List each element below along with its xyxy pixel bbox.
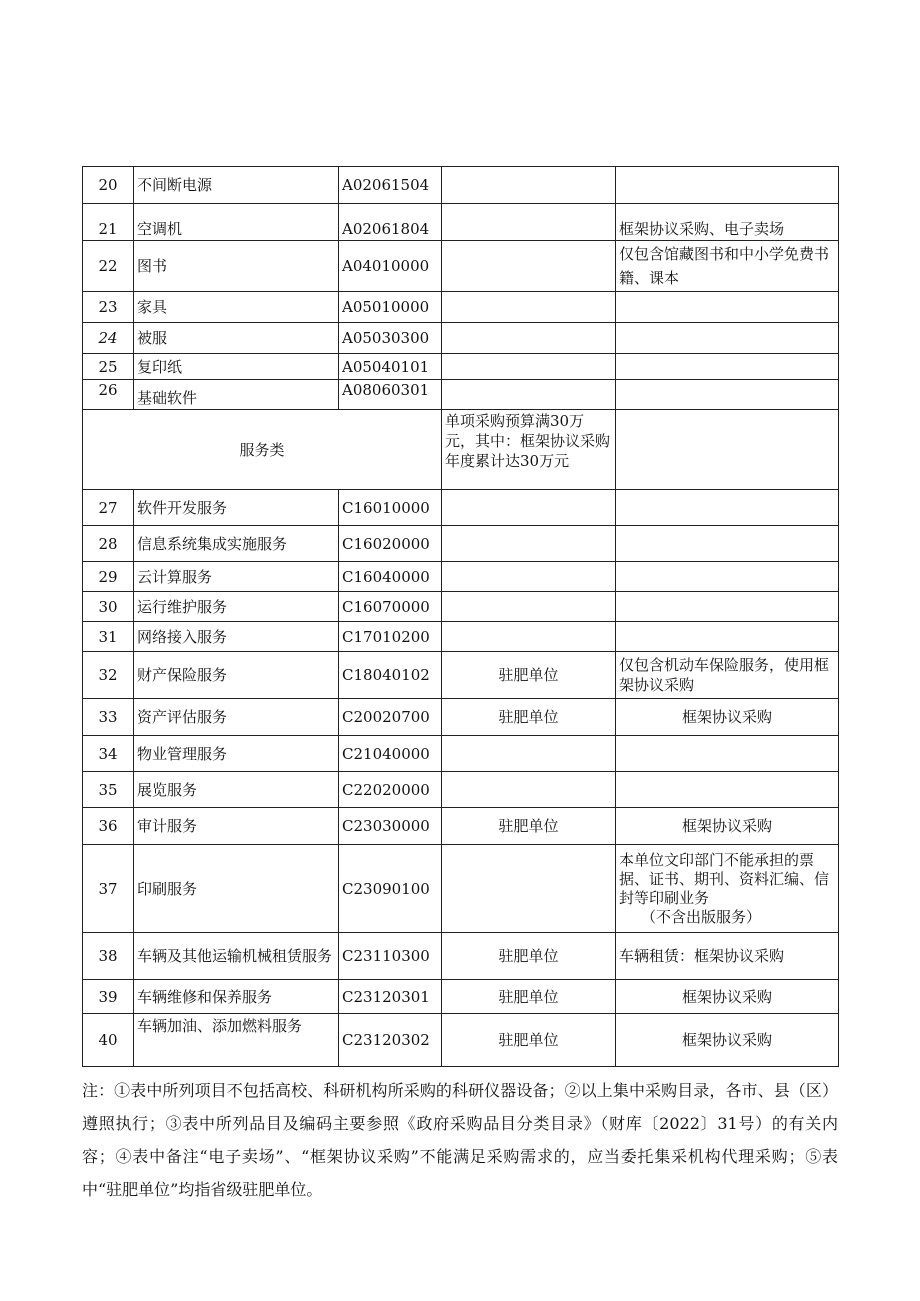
item-name: 车辆及其他运输机械租赁服务 <box>134 933 339 980</box>
item-code: C16020000 <box>339 526 442 562</box>
table-row <box>83 980 839 1014</box>
table-row <box>83 241 839 292</box>
item-code: C23030000 <box>339 808 442 845</box>
item-scope <box>442 526 616 562</box>
table-row <box>83 1014 839 1067</box>
item-code: A05030300 <box>339 323 442 354</box>
item-scope <box>442 354 616 380</box>
item-note: 框架协议采购 <box>616 1014 839 1067</box>
item-name: 家具 <box>134 292 339 323</box>
table-row <box>83 562 839 592</box>
item-name: 云计算服务 <box>134 562 339 592</box>
item-code: A05040101 <box>339 354 442 380</box>
row-number: 37 <box>83 845 134 933</box>
item-name: 印刷服务 <box>134 845 339 933</box>
item-name: 展览服务 <box>134 772 339 808</box>
item-note <box>616 380 839 410</box>
item-name: 车辆加油、添加燃料服务 <box>134 1014 339 1067</box>
item-name: 运行维护服务 <box>134 592 339 622</box>
footnote: 注：①表中所列项目不包括高校、科研机构所采购的科研仪器设备；②以上集中采购目录，各市、县（区）遵照执行；③表中所列品目及编码主要参照《政府采购品目分类目录》（财库〔2022〕31号）的有关内容；④表中备注“电子卖场”、“框架协议采购”不能满足采购需求的，应当委托集采机构代理采购；⑤表中“驻肥单位”均指省级驻肥单位。 <box>82 1081 838 1199</box>
item-note-cell <box>616 845 839 933</box>
item-scope: 驻肥单位 <box>442 980 616 1014</box>
item-note <box>616 526 839 562</box>
item-note <box>616 354 839 380</box>
item-note: 框架协议采购 <box>616 699 839 736</box>
item-name: 软件开发服务 <box>134 490 339 526</box>
table-row <box>83 652 839 699</box>
item-note <box>616 622 839 652</box>
item-code: C18040102 <box>339 652 442 699</box>
item-name: 复印纸 <box>134 354 339 380</box>
table-row <box>83 845 839 933</box>
item-code: C23120301 <box>339 980 442 1014</box>
item-scope <box>442 490 616 526</box>
item-scope <box>442 592 616 622</box>
row-number: 29 <box>83 562 134 592</box>
item-note: 框架协议采购 <box>616 808 839 845</box>
item-name: 空调机 <box>134 204 339 241</box>
item-scope <box>442 845 616 933</box>
row-number: 22 <box>83 241 134 292</box>
item-scope: 驻肥单位 <box>442 808 616 845</box>
item-name: 审计服务 <box>134 808 339 845</box>
item-scope <box>442 772 616 808</box>
row-number: 24 <box>83 323 134 354</box>
item-code: C20020700 <box>339 699 442 736</box>
row-number: 36 <box>83 808 134 845</box>
row-number: 40 <box>83 1014 134 1067</box>
table-row <box>83 699 839 736</box>
item-note <box>616 292 839 323</box>
table-row <box>83 592 839 622</box>
item-code: C21040000 <box>339 736 442 772</box>
item-code: A02061804 <box>339 204 442 241</box>
table-row <box>83 204 839 241</box>
row-number: 35 <box>83 772 134 808</box>
row-number: 38 <box>83 933 134 980</box>
table-row <box>83 736 839 772</box>
item-note: 本单位文印部门不能承担的票据、证书、期刊、资料汇编、信封等印刷业务 <box>619 850 830 907</box>
item-scope <box>442 562 616 592</box>
item-name: 信息系统集成实施服务 <box>134 526 339 562</box>
item-code: C22020000 <box>339 772 442 808</box>
row-number: 25 <box>83 354 134 380</box>
item-code: C23120302 <box>339 1014 442 1067</box>
item-note: 框架协议采购 <box>616 980 839 1014</box>
item-note-extra: （不含出版服务） <box>641 907 762 926</box>
item-scope <box>442 241 616 292</box>
table-row <box>83 292 839 323</box>
item-note <box>616 772 839 808</box>
service-category-note <box>616 410 839 490</box>
item-scope: 驻肥单位 <box>442 699 616 736</box>
row-number: 28 <box>83 526 134 562</box>
table-row <box>83 933 839 980</box>
item-note: 框架协议采购、电子卖场 <box>616 204 839 241</box>
item-code: A05010000 <box>339 292 442 323</box>
row-number: 20 <box>83 167 134 204</box>
row-number: 33 <box>83 699 134 736</box>
item-scope <box>442 204 616 241</box>
item-code: C16040000 <box>339 562 442 592</box>
row-number: 27 <box>83 490 134 526</box>
item-note <box>616 736 839 772</box>
item-name: 被服 <box>134 323 339 354</box>
table-row <box>83 808 839 845</box>
item-note: 车辆租赁：框架协议采购 <box>616 933 839 980</box>
row-number: 39 <box>83 980 134 1014</box>
item-scope <box>442 380 616 410</box>
procurement-catalog-table <box>82 166 839 1067</box>
item-scope <box>442 323 616 354</box>
item-code: C16010000 <box>339 490 442 526</box>
table-row <box>83 354 839 380</box>
item-code: A04010000 <box>339 241 442 292</box>
item-scope: 驻肥单位 <box>442 652 616 699</box>
item-scope: 驻肥单位 <box>442 1014 616 1067</box>
table-row <box>83 772 839 808</box>
service-category-row <box>83 410 839 490</box>
item-code: C23090100 <box>339 845 442 933</box>
row-number: 26 <box>83 380 134 410</box>
item-scope: 驻肥单位 <box>442 933 616 980</box>
item-name: 车辆维修和保养服务 <box>134 980 339 1014</box>
item-scope <box>442 736 616 772</box>
item-note <box>616 592 839 622</box>
item-note <box>616 323 839 354</box>
item-note <box>616 562 839 592</box>
row-number: 31 <box>83 622 134 652</box>
row-number: 32 <box>83 652 134 699</box>
item-name: 物业管理服务 <box>134 736 339 772</box>
row-number: 34 <box>83 736 134 772</box>
table-row <box>83 526 839 562</box>
row-number: 30 <box>83 592 134 622</box>
item-code: C16070000 <box>339 592 442 622</box>
item-scope <box>442 167 616 204</box>
item-note <box>616 490 839 526</box>
table-row <box>83 380 839 410</box>
table-row <box>83 490 839 526</box>
item-name: 网络接入服务 <box>134 622 339 652</box>
item-name: 基础软件 <box>134 380 339 410</box>
row-number: 23 <box>83 292 134 323</box>
service-category-label: 服务类 <box>83 410 442 490</box>
service-threshold: 单项采购预算满30万元，其中：框架协议采购年度累计达30万元 <box>442 410 616 490</box>
table-row <box>83 622 839 652</box>
item-note: 仅包含机动车保险服务，使用框架协议采购 <box>616 652 839 699</box>
item-note <box>616 167 839 204</box>
item-name: 财产保险服务 <box>134 652 339 699</box>
item-code: A02061504 <box>339 167 442 204</box>
item-scope <box>442 622 616 652</box>
table-row <box>83 323 839 354</box>
item-name: 资产评估服务 <box>134 699 339 736</box>
row-number: 21 <box>83 204 134 241</box>
table-row <box>83 167 839 204</box>
item-code: A08060301 <box>339 380 442 410</box>
item-scope <box>442 292 616 323</box>
item-code: C23110300 <box>339 933 442 980</box>
item-code: C17010200 <box>339 622 442 652</box>
item-note: 仅包含馆藏图书和中小学免费书籍、课本 <box>616 241 839 292</box>
item-name: 不间断电源 <box>134 167 339 204</box>
item-name: 图书 <box>134 241 339 292</box>
